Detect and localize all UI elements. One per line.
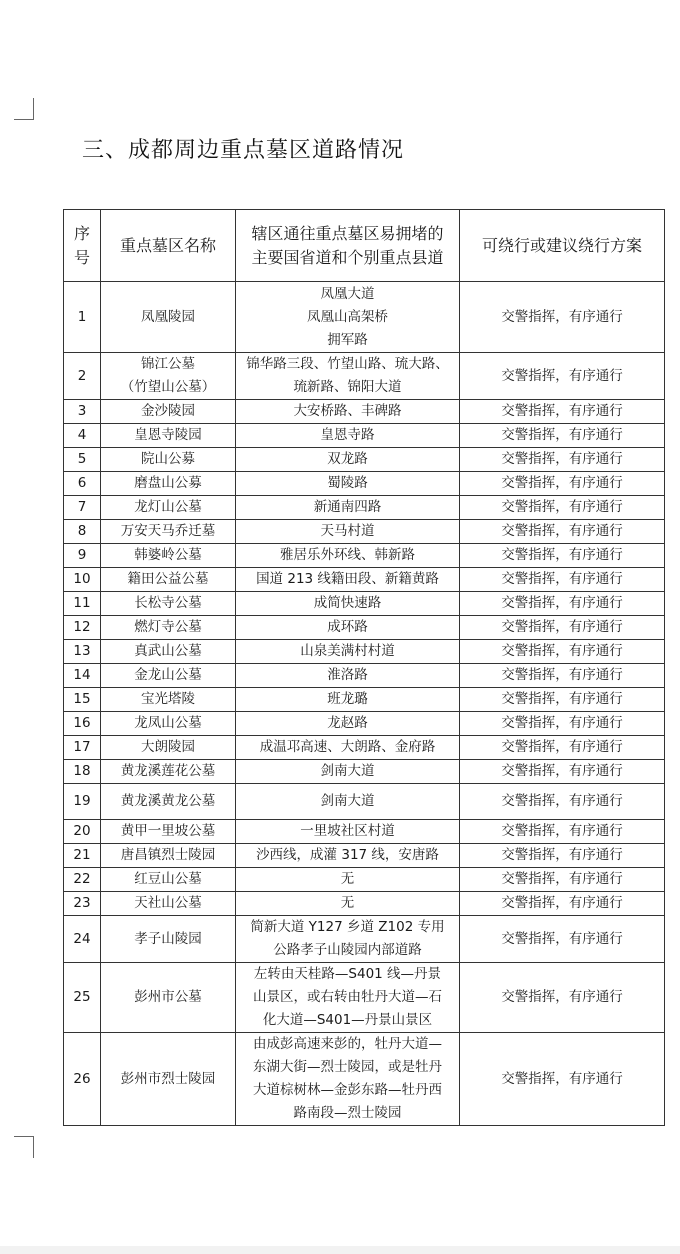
cell-congested-roads: 龙赵路 xyxy=(236,712,460,736)
cell-congested-roads: 锦华路三段、竹望山路、琉大路、 琉新路、锦阳大道 xyxy=(236,353,460,400)
cell-index: 16 xyxy=(64,712,101,736)
cell-cemetery-name: 黄龙溪黄龙公墓 xyxy=(101,784,236,820)
cell-index: 21 xyxy=(64,844,101,868)
cell-index: 24 xyxy=(64,916,101,963)
cell-cemetery-name: 孝子山陵园 xyxy=(101,916,236,963)
cell-detour-plan: 交警指挥，有序通行 xyxy=(460,520,665,544)
header-cemetery-name: 重点墓区名称 xyxy=(101,210,236,282)
cell-cemetery-name: 龙灯山公墓 xyxy=(101,496,236,520)
cell-detour-plan: 交警指挥，有序通行 xyxy=(460,400,665,424)
cell-cemetery-name: 唐昌镇烈士陵园 xyxy=(101,844,236,868)
table-row xyxy=(64,592,665,616)
table-row xyxy=(64,496,665,520)
table-row xyxy=(64,664,665,688)
table-row xyxy=(64,472,665,496)
cell-detour-plan: 交警指挥，有序通行 xyxy=(460,472,665,496)
cell-cemetery-name: 皇恩寺陵园 xyxy=(101,424,236,448)
cell-cemetery-name: 长松寺公墓 xyxy=(101,592,236,616)
cell-index: 19 xyxy=(64,784,101,820)
cell-index: 12 xyxy=(64,616,101,640)
cell-cemetery-name: 红豆山公墓 xyxy=(101,868,236,892)
table-row xyxy=(64,784,665,820)
cell-congested-roads: 凤凰大道 凤凰山高架桥 拥军路 xyxy=(236,282,460,353)
cell-congested-roads: 一里坡社区村道 xyxy=(236,820,460,844)
cell-detour-plan: 交警指挥，有序通行 xyxy=(460,892,665,916)
table-row xyxy=(64,688,665,712)
cell-index: 9 xyxy=(64,544,101,568)
header-index: 序号 xyxy=(64,210,101,282)
table-row xyxy=(64,282,665,353)
cell-detour-plan: 交警指挥，有序通行 xyxy=(460,592,665,616)
cell-cemetery-name: 大朗陵园 xyxy=(101,736,236,760)
cell-cemetery-name: 黄龙溪莲花公墓 xyxy=(101,760,236,784)
cell-index: 8 xyxy=(64,520,101,544)
cell-detour-plan: 交警指挥，有序通行 xyxy=(460,844,665,868)
cell-cemetery-name: 籍田公益公墓 xyxy=(101,568,236,592)
crop-mark-bottom xyxy=(14,1136,34,1158)
table-row xyxy=(64,568,665,592)
cell-detour-plan: 交警指挥，有序通行 xyxy=(460,424,665,448)
cell-congested-roads: 雅居乐外环线、韩新路 xyxy=(236,544,460,568)
cell-index: 7 xyxy=(64,496,101,520)
cell-detour-plan: 交警指挥，有序通行 xyxy=(460,820,665,844)
cell-congested-roads: 淮洛路 xyxy=(236,664,460,688)
cell-cemetery-name: 彭州市烈士陵园 xyxy=(101,1033,236,1126)
crop-mark-top xyxy=(14,98,34,120)
cell-congested-roads: 班龙璐 xyxy=(236,688,460,712)
cell-cemetery-name: 黄甲一里坡公墓 xyxy=(101,820,236,844)
cell-detour-plan: 交警指挥，有序通行 xyxy=(460,282,665,353)
table-row xyxy=(64,820,665,844)
cell-congested-roads: 天马村道 xyxy=(236,520,460,544)
cell-index: 25 xyxy=(64,963,101,1033)
table-row xyxy=(64,520,665,544)
cell-cemetery-name: 院山公募 xyxy=(101,448,236,472)
cell-cemetery-name: 磨盘山公募 xyxy=(101,472,236,496)
header-congested-roads: 辖区通往重点墓区易拥堵的主要国省道和个别重点县道 xyxy=(236,210,460,282)
table-row xyxy=(64,868,665,892)
table-row xyxy=(64,916,665,963)
cemetery-road-table xyxy=(63,209,665,1126)
cell-congested-roads: 由成彭高速来彭的，牡丹大道— 东湖大街—烈士陵园，或是牡丹 大道棕树林—金彭东路—牡丹西 路南段—烈士陵园 xyxy=(236,1033,460,1126)
table-row xyxy=(64,544,665,568)
cell-congested-roads: 成环路 xyxy=(236,616,460,640)
cell-index: 18 xyxy=(64,760,101,784)
cell-detour-plan: 交警指挥，有序通行 xyxy=(460,544,665,568)
cell-cemetery-name: 宝光塔陵 xyxy=(101,688,236,712)
cell-index: 13 xyxy=(64,640,101,664)
cell-cemetery-name: 燃灯寺公墓 xyxy=(101,616,236,640)
cell-index: 10 xyxy=(64,568,101,592)
cell-cemetery-name: 韩婆岭公墓 xyxy=(101,544,236,568)
cell-index: 17 xyxy=(64,736,101,760)
cell-index: 3 xyxy=(64,400,101,424)
cell-index: 22 xyxy=(64,868,101,892)
cell-congested-roads: 新通南四路 xyxy=(236,496,460,520)
cell-detour-plan: 交警指挥，有序通行 xyxy=(460,496,665,520)
table-row xyxy=(64,353,665,400)
cell-detour-plan: 交警指挥，有序通行 xyxy=(460,640,665,664)
cell-congested-roads: 剑南大道 xyxy=(236,784,460,820)
cell-cemetery-name: 万安天马乔迁墓 xyxy=(101,520,236,544)
cell-congested-roads: 大安桥路、丰碑路 xyxy=(236,400,460,424)
cell-cemetery-name: 金沙陵园 xyxy=(101,400,236,424)
cell-detour-plan: 交警指挥，有序通行 xyxy=(460,760,665,784)
cell-index: 14 xyxy=(64,664,101,688)
cell-congested-roads: 成温邛高速、大朗路、金府路 xyxy=(236,736,460,760)
cell-congested-roads: 左转由天桂路—S401 线—丹景 山景区，或右转由牡丹大道—石 化大道—S401—丹景山景区 xyxy=(236,963,460,1033)
cell-cemetery-name: 龙凤山公墓 xyxy=(101,712,236,736)
cell-detour-plan: 交警指挥，有序通行 xyxy=(460,1033,665,1126)
table-row xyxy=(64,844,665,868)
cell-congested-roads: 简新大道 Y127 乡道 Z102 专用 公路孝子山陵园内部道路 xyxy=(236,916,460,963)
cell-detour-plan: 交警指挥，有序通行 xyxy=(460,712,665,736)
cell-congested-roads: 蜀陵路 xyxy=(236,472,460,496)
cell-index: 15 xyxy=(64,688,101,712)
table-row xyxy=(64,400,665,424)
cell-detour-plan: 交警指挥，有序通行 xyxy=(460,616,665,640)
cell-index: 11 xyxy=(64,592,101,616)
table-row xyxy=(64,760,665,784)
bottom-bar xyxy=(0,1246,680,1254)
cell-detour-plan: 交警指挥，有序通行 xyxy=(460,736,665,760)
cell-detour-plan: 交警指挥，有序通行 xyxy=(460,688,665,712)
cell-index: 23 xyxy=(64,892,101,916)
cell-index: 2 xyxy=(64,353,101,400)
table-row xyxy=(64,640,665,664)
cell-detour-plan: 交警指挥，有序通行 xyxy=(460,963,665,1033)
cell-cemetery-name: 凤凰陵园 xyxy=(101,282,236,353)
page-title: 三、成都周边重点墓区道路情况 xyxy=(82,138,405,163)
cell-cemetery-name: 彭州市公墓 xyxy=(101,963,236,1033)
table-row xyxy=(64,736,665,760)
cell-index: 26 xyxy=(64,1033,101,1126)
cell-detour-plan: 交警指挥，有序通行 xyxy=(460,664,665,688)
cell-detour-plan: 交警指挥，有序通行 xyxy=(460,568,665,592)
table-row xyxy=(64,963,665,1033)
table-row xyxy=(64,424,665,448)
cell-congested-roads: 沙西线，成灌 317 线，安唐路 xyxy=(236,844,460,868)
header-detour-plan: 可绕行或建议绕行方案 xyxy=(460,210,665,282)
cell-cemetery-name: 锦江公墓 （竹望山公墓） xyxy=(101,353,236,400)
cell-cemetery-name: 天社山公墓 xyxy=(101,892,236,916)
cell-index: 5 xyxy=(64,448,101,472)
table-row xyxy=(64,892,665,916)
cell-cemetery-name: 真武山公墓 xyxy=(101,640,236,664)
cell-index: 20 xyxy=(64,820,101,844)
cell-congested-roads: 剑南大道 xyxy=(236,760,460,784)
cell-congested-roads: 成简快速路 xyxy=(236,592,460,616)
cell-detour-plan: 交警指挥，有序通行 xyxy=(460,868,665,892)
table-header-row xyxy=(64,210,665,282)
cell-cemetery-name: 金龙山公墓 xyxy=(101,664,236,688)
cell-index: 4 xyxy=(64,424,101,448)
cell-detour-plan: 交警指挥，有序通行 xyxy=(460,784,665,820)
cell-detour-plan: 交警指挥，有序通行 xyxy=(460,353,665,400)
cell-congested-roads: 山泉美满村村道 xyxy=(236,640,460,664)
cell-congested-roads: 无 xyxy=(236,868,460,892)
cell-congested-roads: 国道 213 线籍田段、新籍黄路 xyxy=(236,568,460,592)
cell-detour-plan: 交警指挥，有序通行 xyxy=(460,916,665,963)
cell-congested-roads: 无 xyxy=(236,892,460,916)
cell-congested-roads: 双龙路 xyxy=(236,448,460,472)
table-row xyxy=(64,1033,665,1126)
cell-congested-roads: 皇恩寺路 xyxy=(236,424,460,448)
cell-index: 1 xyxy=(64,282,101,353)
table-row xyxy=(64,448,665,472)
cell-index: 6 xyxy=(64,472,101,496)
table-row xyxy=(64,616,665,640)
cell-detour-plan: 交警指挥，有序通行 xyxy=(460,448,665,472)
table-row xyxy=(64,712,665,736)
